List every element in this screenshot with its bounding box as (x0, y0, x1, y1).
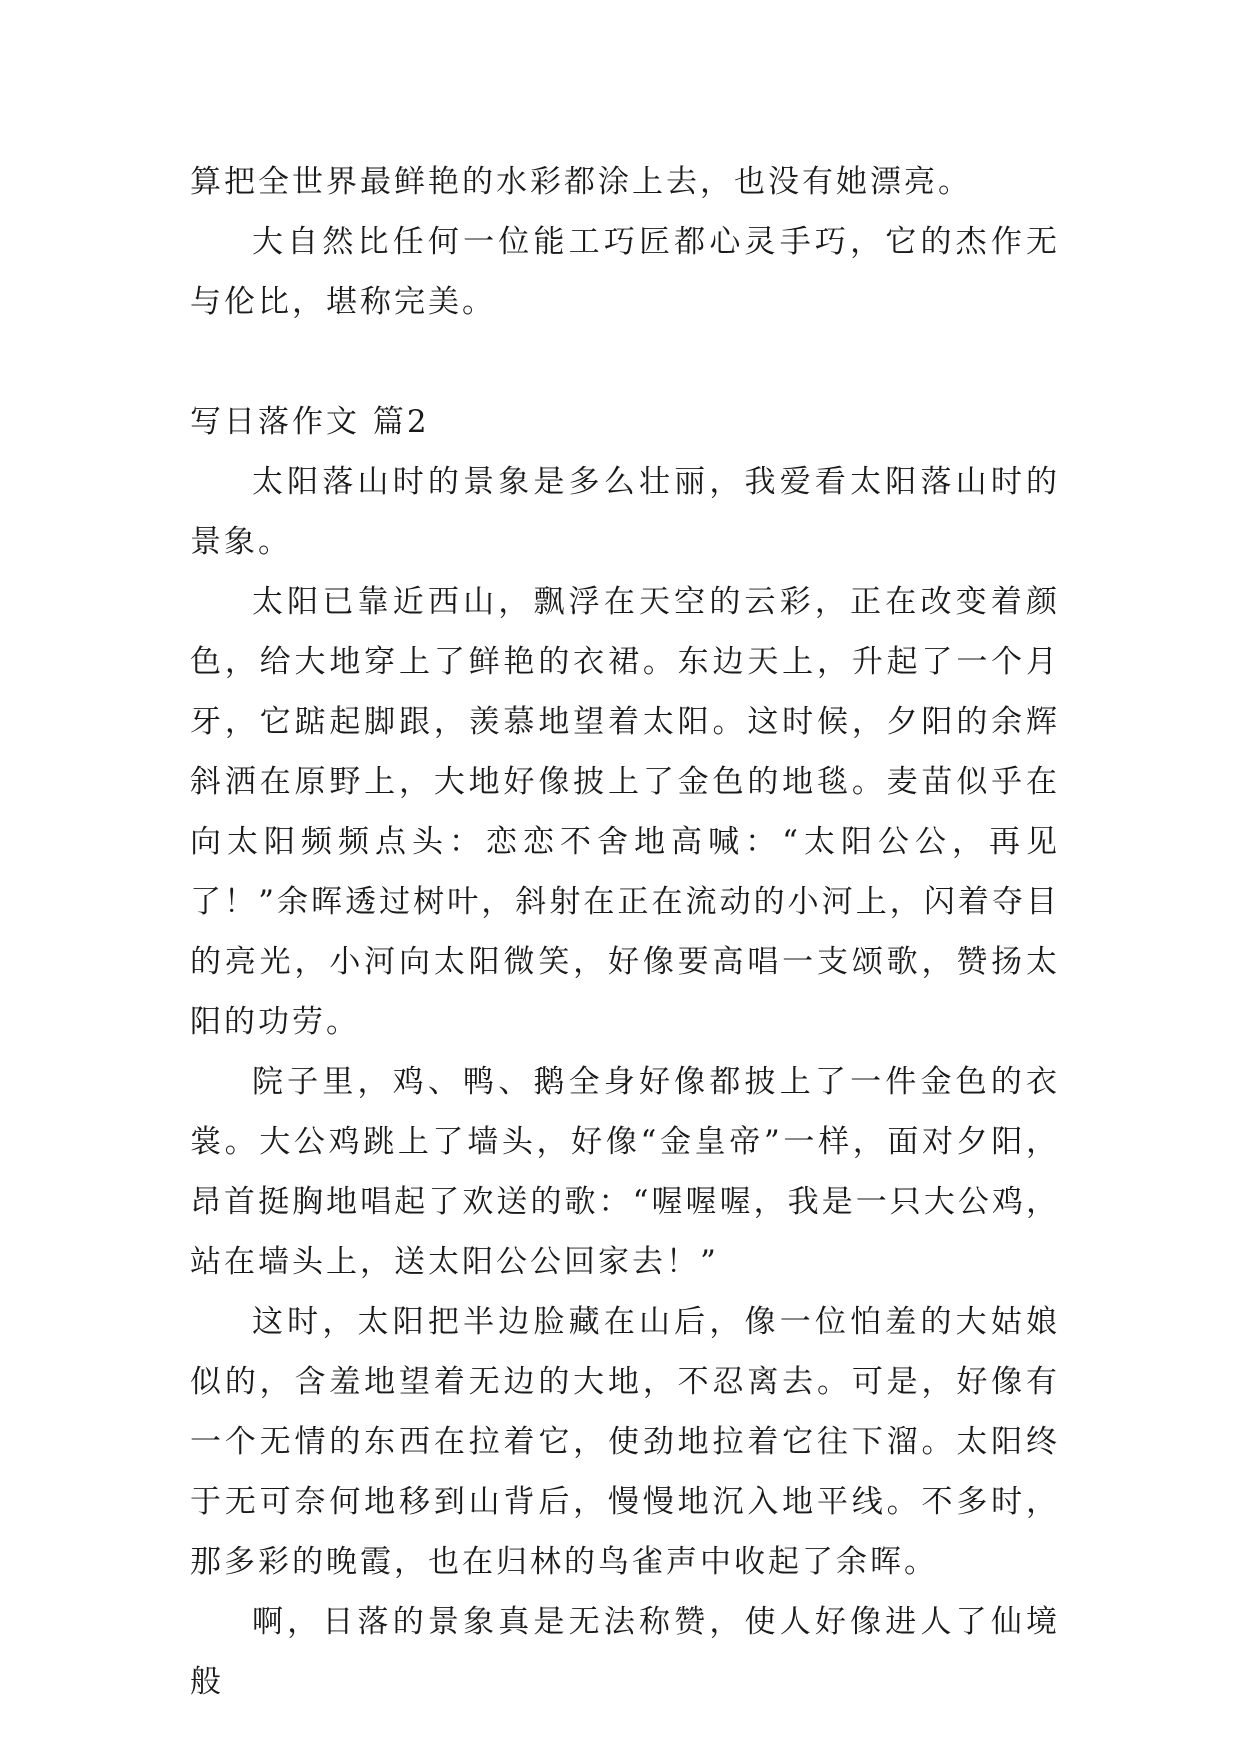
paragraph: 太阳已靠近西山，飘浮在天空的云彩，正在改变着颜色，给大地穿上了鲜艳的衣裙。东边天上，升起了一个月牙，它踮起脚跟，羡慕地望着太阳。这时候，夕阳的余辉斜洒在原野上，大地好像披上了金色的地毯。麦苗似乎在向太阳频频点头：恋恋不舍地高喊：“太阳公公，再见了！”余晖透过树叶，斜射在正在流动的小河上，闪着夺目的亮光，小河向太阳微笑，好像要高唱一支颂歌，赞扬太阳的功劳。 (190, 584, 1060, 1040)
intro-paragraph-continued: 算把全世界最鲜艳的水彩都涂上去，也没有她漂亮。 (190, 164, 972, 200)
paragraph: 啊，日落的景象真是无法称赞，使人好像进人了仙境般 (190, 1604, 1060, 1700)
document-body (190, 152, 1060, 1712)
paragraph: 院子里，鸡、鸭、鹅全身好像都披上了一件金色的衣裳。大公鸡跳上了墙头，好像“金皇帝”一样，面对夕阳，昂首挺胸地唱起了欢送的歌：“喔喔喔，我是一只大公鸡，站在墙头上，送太阳公公回家去！” (190, 1064, 1060, 1280)
paragraph: 这时，太阳把半边脸藏在山后，像一位怕羞的大姑娘似的，含羞地望着无边的大地，不忍离去。可是，好像有一个无情的东西在拉着它，使劲地拉着它往下溜。太阳终于无可奈何地移到山背后，慢慢地沉入地平线。不多时，那多彩的晚霞，也在归林的鸟雀声中收起了余晖。 (190, 1304, 1060, 1580)
intro-paragraph: 大自然比任何一位能工巧匠都心灵手巧，它的杰作无与伦比，堪称完美。 (190, 224, 1060, 320)
paragraph: 太阳落山时的景象是多么壮丽，我爱看太阳落山时的景象。 (190, 464, 1060, 560)
section-title: 写日落作文 篇2 (190, 404, 430, 440)
